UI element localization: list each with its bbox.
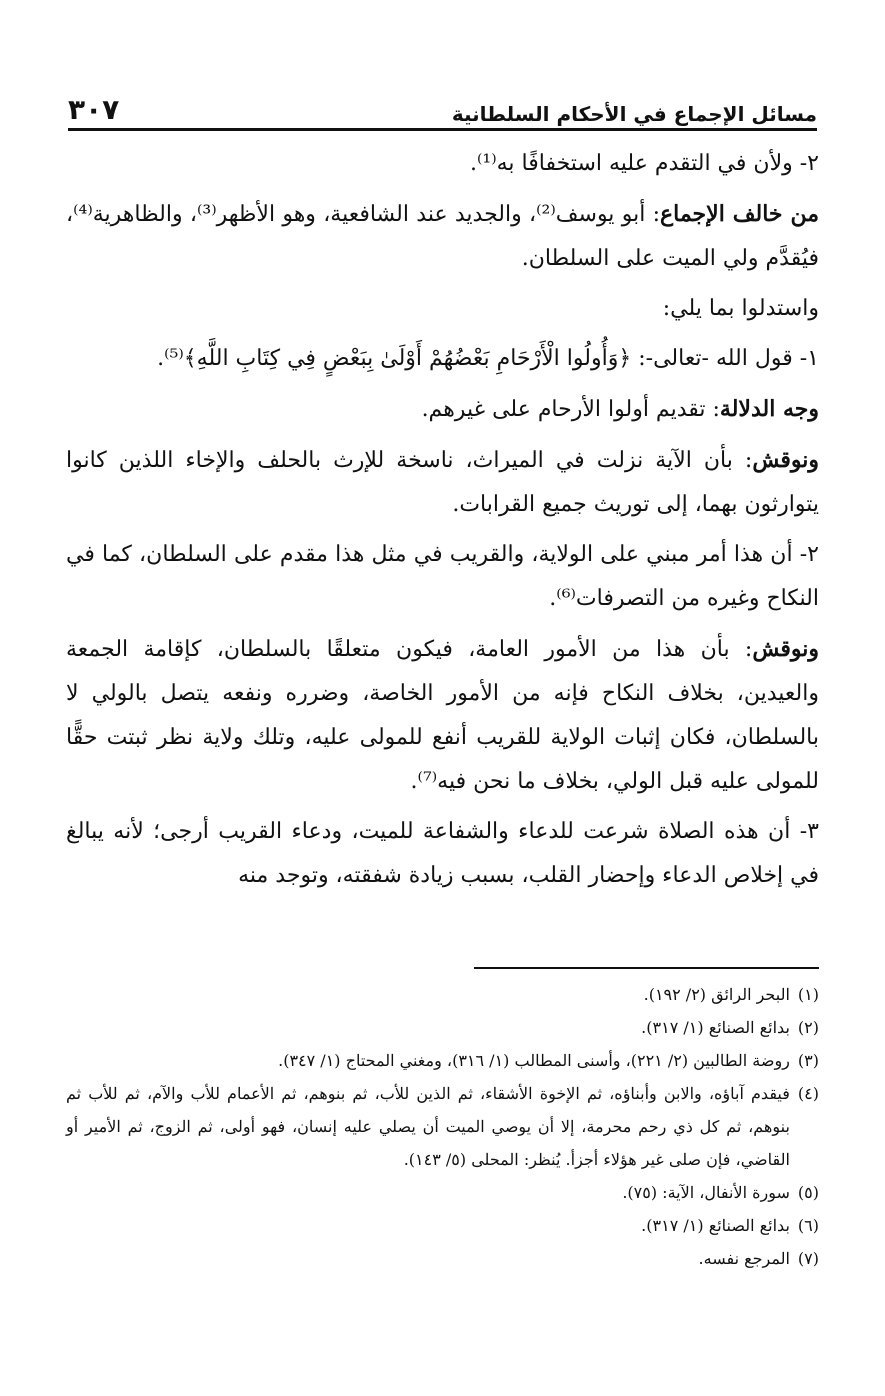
footnote bbox=[66, 1176, 819, 1209]
paragraph-8 bbox=[66, 627, 819, 804]
paragraph-7: ٢- أن هذا أمر مبني على الولاية، والقريب في مثل هذا مقدم على السلطان، كما في النكاح وغيره من التصرفات⁽⁶⁾. bbox=[66, 542, 819, 611]
footnote-number: (٦) bbox=[797, 1216, 819, 1235]
paragraph-text: : بأن هذا من الأمور العامة، فيكون متعلقًا بالسلطان، كإقامة الجمعة والعيدين، بخلاف النكاح فإنه من الأمور الخاصة، وضرره ونفعه يتصل بالولي لا بالسلطان، فكان إثبات الولاية للقريب أنفع للمولى عليه، وتلك ولاية نظر ثبتت حقًّا للمولى عليه قبل الولي، بخلاف ما نحن فيه⁽⁷⁾. bbox=[66, 637, 819, 794]
footnote-text: روضة الطالبين (٢/ ٢٢١)، وأسنى المطالب (١/ ٣١٦)، ومغني المحتاج (١/ ٣٤٧). bbox=[278, 1051, 790, 1070]
footnote-text: المرجع نفسه. bbox=[698, 1249, 790, 1268]
term-label: وجه الدلالة bbox=[719, 396, 819, 422]
footnote bbox=[66, 1044, 819, 1077]
footnote bbox=[66, 1209, 819, 1242]
footnote-text: سورة الأنفال، الآية: (٧٥). bbox=[622, 1183, 790, 1202]
term-label: ونوقش bbox=[752, 447, 819, 473]
footnote-text: بدائع الصنائع (١/ ٣١٧). bbox=[641, 1216, 790, 1235]
page-number: ٣٠٧ bbox=[68, 93, 120, 126]
main-text bbox=[66, 142, 819, 898]
footnote-number: (٣) bbox=[797, 1051, 819, 1070]
paragraph-5 bbox=[66, 387, 819, 432]
paragraph-text: ١- قول الله -تعالى-: bbox=[631, 346, 819, 371]
paragraph-1: ٢- ولأن في التقدم عليه استخفافًا به⁽¹⁾. bbox=[470, 151, 819, 176]
page-header bbox=[68, 82, 817, 126]
footnote bbox=[66, 1011, 819, 1044]
paragraph-9: ٣- أن هذه الصلاة شرعت للدعاء والشفاعة للميت، ودعاء القريب أرجى؛ لأنه يبالغ في إخلاص الدعاء وإحضار القلب، بسبب زيادة شفقته، وتوجد منه bbox=[66, 819, 819, 888]
footnote-text: فيقدم آباؤه، والابن وأبناؤه، ثم الإخوة الأشقاء، ثم الذين للأب، ثم بنوهم، ثم الأعمام للأب والآم، ثم للأب ثم بنوهم، ثم كل ذي رحم محرمة، إلا أن يوصي الميت أن يصلي عليه إنسان، فهو أولى، ثم الزوج، ثم الأمير أو القاضي، فإن صلى غير هؤلاء أجزأ. يُنظر: المحلى (٥/ ١٤٣). bbox=[66, 1084, 790, 1169]
paragraph-text: : تقديم أولوا الأرحام على غيرهم. bbox=[421, 397, 720, 422]
footnote bbox=[66, 1242, 819, 1275]
header-rule bbox=[68, 128, 817, 131]
term-label: من خالف الإجماع bbox=[660, 201, 819, 227]
footnotes bbox=[66, 978, 819, 1275]
footnote-number: (٤) bbox=[797, 1084, 819, 1103]
paragraph-3: واستدلوا بما يلي: bbox=[662, 296, 819, 321]
footnote bbox=[66, 978, 819, 1011]
running-title: مسائل الإجماع في الأحكام السلطانية bbox=[451, 102, 817, 126]
paragraph-text: : بأن الآية نزلت في الميراث، ناسخة للإرث بالحلف والإخاء اللذين كانوا يتوارثون بهما، إلى توريث جميع القرابات. bbox=[66, 448, 819, 517]
footnote-number: (١) bbox=[797, 985, 819, 1004]
paragraph-4 bbox=[66, 337, 819, 381]
footnote-number: (٧) bbox=[797, 1249, 819, 1268]
term-label: ونوقش bbox=[752, 636, 819, 662]
quran-verse: ﴿وَأُولُوا الْأَرْحَامِ بَعْضُهُمْ أَوْلَىٰ بِبَعْضٍ فِي كِتَابِ اللَّهِ﴾ bbox=[183, 346, 632, 371]
footnote-number: (٢) bbox=[797, 1018, 819, 1037]
footnote-text: بدائع الصنائع (١/ ٣١٧). bbox=[641, 1018, 790, 1037]
footnote-ref: ⁽⁵⁾. bbox=[157, 346, 184, 371]
paragraph-2 bbox=[66, 192, 819, 281]
footnote-text: البحر الرائق (٢/ ١٩٢). bbox=[643, 985, 790, 1004]
footnote bbox=[66, 1077, 819, 1176]
paragraph-text: : أبو يوسف⁽²⁾، والجديد عند الشافعية، وهو الأظهر⁽³⁾، والظاهرية⁽⁴⁾، فيُقدَّم ولي الميت على السلطان. bbox=[66, 202, 819, 271]
paragraph-6 bbox=[66, 438, 819, 527]
footnote-number: (٥) bbox=[797, 1183, 819, 1202]
footnote-rule bbox=[474, 967, 819, 969]
